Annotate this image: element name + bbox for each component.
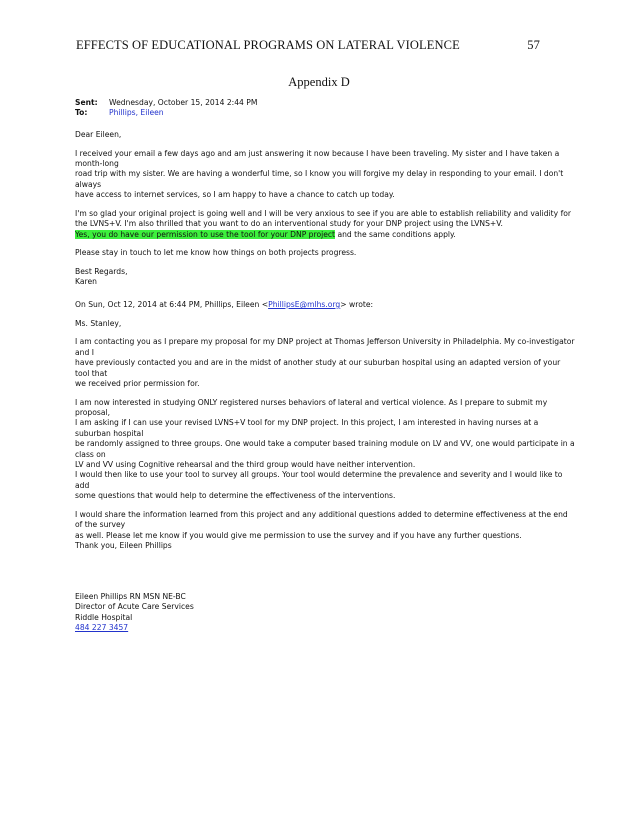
salutation: Ms. Stanley, [75,318,122,328]
signature-org: Riddle Hospital [75,612,133,622]
signature-block [75,592,575,634]
page-number: 57 [527,38,540,52]
sign-off [75,267,575,288]
permission-highlight: Yes, you do have our permission to use the tool for your DNP project [75,229,336,239]
paragraph-2-line: the LVNS+V. I'm also thrilled that you want to do an interventional study for your DNP project using the LVNS+V. [75,219,503,229]
sent-value: Wednesday, October 15, 2014 2:44 PM [109,98,258,107]
quoted-line: I would then like to use your tool to survey all groups. Your tool would determine the prevalence and severity and I would like to add [75,470,563,490]
quoted-line: I am asking if I can use your revised LVNS+V tool for my DNP project. In this project, I am interested in having nurses at a suburban hospital [75,418,539,438]
to-row [75,108,575,118]
quoted-line: be randomly assigned to three groups. One would take a computer based training module on LV and VV, one would participate in a class on [75,439,575,459]
quoted-line: as well. Please let me know if you would give me permission to use the survey and if you have any further questions. [75,530,522,540]
signature-spacer [75,560,575,592]
paragraph-1 [75,149,575,201]
quoted-line: I am contacting you as I prepare my proposal for my DNP project at Thomas Jefferson University in Philadelphia. My co-investigator and I [75,337,575,357]
paragraph-2 [75,209,575,240]
signature-name: Eileen Phillips RN MSN NE-BC [75,591,186,601]
paragraph-2-tail: and the same conditions apply. [335,229,456,239]
signature-phone-link[interactable]: 484 227 3457 [75,623,129,633]
paragraph-1-line: have access to internet services, so I am happy to have a chance to catch up today. [75,190,395,200]
signer-name: Karen [75,277,97,287]
quote-email-link[interactable]: PhillipsE@mlhs.org [268,299,341,309]
email-body [75,98,575,634]
quoted-line: I am now interested in studying ONLY registered nurses behaviors of lateral and vertical violence. As I prepare to submit my proposal, [75,397,548,418]
quoted-paragraph-2 [75,398,575,502]
sent-row [75,98,575,108]
quoted-line: I would share the information learned from this project and any additional questions added to determine effectiveness at the end of the survey [75,509,568,530]
closing: Best Regards, [75,267,128,277]
sent-label: Sent: [75,98,98,107]
paragraph-1-line: I received your email a few days ago and am just answering it now because I have been traveling. My sister and I have taken a month-long [75,148,560,168]
greeting: Dear Eileen, [75,129,122,139]
quote-prefix: On Sun, Oct 12, 2014 at 6:44 PM, Phillips, Eileen < [75,299,269,309]
quote-header [75,300,575,310]
paragraph-1-line: road trip with my sister. We are having a wonderful time, so I know you will forgive my delay in responding to your email. I don't always [75,169,564,189]
to-label: To: [75,108,88,118]
paragraph-2-line: I'm so glad your original project is going well and I will be very anxious to see if you are able to establish reliability and validity for [75,208,572,218]
running-head [76,38,540,53]
quoted-line: have previously contacted you and are in the midst of another study at our suburban hospital using an adapted version of your tool that [75,358,561,378]
signature-title: Director of Acute Care Services [75,602,194,612]
to-recipient-link[interactable]: Phillips, Eileen [109,108,164,118]
quote-suffix: > wrote: [340,299,374,309]
paragraph-3: Please stay in touch to let me know how things on both projects progress. [75,248,357,258]
quoted-line: we received prior permission for. [75,378,200,388]
appendix-title: Appendix D [288,75,350,89]
quoted-line: Thank you, Eileen Phillips [75,541,172,551]
quoted-paragraph-3 [75,510,575,552]
quoted-line: LV and VV using Cognitive rehearsal and the third group would have neither intervention. [75,460,416,470]
running-head-title: EFFECTS OF EDUCATIONAL PROGRAMS ON LATERAL VIOLENCE [76,38,460,52]
quoted-paragraph-1 [75,337,575,389]
quoted-line: some questions that would help to determine the effectiveness of the interventions. [75,491,396,501]
